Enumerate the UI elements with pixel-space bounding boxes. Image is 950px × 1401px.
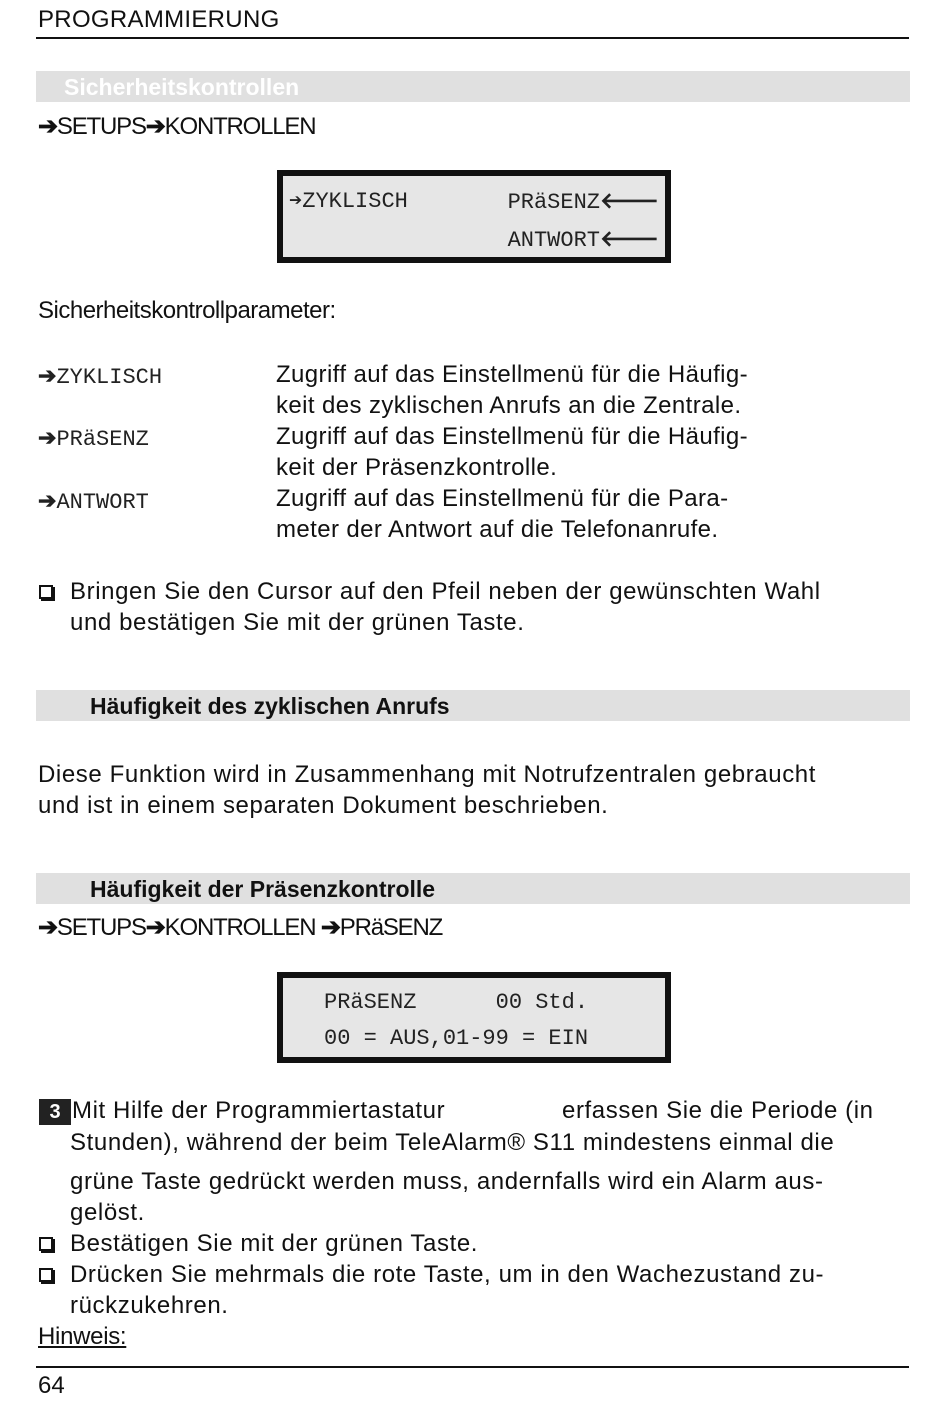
arrow-right-icon: ➔ bbox=[289, 189, 303, 214]
return-instruction bbox=[70, 1259, 824, 1321]
step-line: Stunden), während der beim TeleAlarm® S11 mindestens einmal die bbox=[70, 1129, 835, 1156]
param-desc-antwort bbox=[276, 483, 729, 545]
param-desc-praesenz bbox=[276, 421, 748, 483]
step-line: erfassen Sie die Periode (in bbox=[562, 1097, 874, 1124]
section-title: Häufigkeit des zyklischen Anrufs bbox=[90, 693, 450, 719]
arrow-right-icon: ➔ bbox=[38, 488, 57, 513]
param-key-label: PRäSENZ bbox=[56, 427, 149, 452]
path-item: SETUPS bbox=[56, 914, 146, 941]
path-item: SETUPS bbox=[56, 113, 146, 140]
lcd-option-antwort: ANTWORT bbox=[507, 228, 600, 253]
header-rule bbox=[36, 37, 909, 39]
param-key-praesenz bbox=[38, 425, 149, 452]
menu-path bbox=[38, 913, 442, 942]
section-band-praesenz bbox=[36, 873, 910, 904]
text-line: Diese Funktion wird in Zusammenhang mit Notrufzentralen gebraucht bbox=[38, 761, 817, 788]
desc-line: keit des zyklischen Anrufs an die Zentrale. bbox=[276, 392, 742, 419]
page-number: 64 bbox=[38, 1372, 65, 1399]
section-title: Häufigkeit der Präsenzkontrolle bbox=[90, 876, 436, 902]
arrow-right-icon: ➔ bbox=[145, 113, 165, 140]
step-line: gelöst. bbox=[70, 1199, 145, 1226]
desc-line: Zugriff auf das Einstellmenü für die Häufig- bbox=[276, 423, 749, 450]
lcd-option-zyklisch: ZYKLISCH bbox=[302, 189, 408, 214]
instruction-line: Drücken Sie mehrmals die rote Taste, um in den Wachezustand zu- bbox=[70, 1261, 825, 1288]
lcd-display bbox=[277, 972, 671, 1063]
param-desc-zyklisch bbox=[276, 359, 748, 421]
checkbox-bullet-icon bbox=[39, 1268, 53, 1282]
desc-line: Zugriff auf das Einstellmenü für die Para- bbox=[276, 485, 729, 512]
instruction-line: und bestätigen Sie mit der grünen Taste. bbox=[70, 609, 525, 636]
arrow-right-icon: ➔ bbox=[38, 363, 57, 388]
arrow-left-icon: 🡐 bbox=[600, 228, 659, 253]
section-band-sicherheitskontrollen bbox=[36, 71, 910, 102]
desc-line: keit der Präsenzkontrolle. bbox=[276, 454, 558, 481]
instruction-cursor bbox=[70, 576, 821, 638]
checkbox-bullet-icon bbox=[39, 1237, 53, 1251]
step-line: Mit Hilfe der Programmiertastatur bbox=[72, 1097, 446, 1124]
lcd-row1: PRäSENZ 00 Std. bbox=[324, 990, 589, 1015]
section-band-zyklisch bbox=[36, 690, 910, 721]
lcd-option-praesenz: PRäSENZ bbox=[507, 190, 600, 215]
param-key-label: ZYKLISCH bbox=[56, 365, 163, 390]
text-line: und ist in einem separaten Dokument beschrieben. bbox=[38, 792, 609, 819]
note-label: Hinweis: bbox=[38, 1323, 127, 1350]
desc-line: meter der Antwort auf die Telefonanrufe. bbox=[276, 516, 719, 543]
lcd-display bbox=[277, 170, 671, 263]
lcd-row1-left bbox=[289, 188, 408, 214]
arrow-right-icon: ➔ bbox=[38, 425, 57, 450]
section-title: Sicherheitskontrollen bbox=[64, 74, 300, 100]
params-heading: Sicherheitskontrollparameter: bbox=[38, 297, 336, 324]
arrow-right-icon: ➔ bbox=[38, 113, 57, 140]
path-item: PRäSENZ bbox=[339, 914, 443, 941]
footer-rule bbox=[36, 1366, 909, 1368]
instruction-line: rückzukehren. bbox=[70, 1292, 229, 1319]
param-key-zyklisch bbox=[38, 363, 162, 390]
checkbox-bullet-icon bbox=[39, 585, 53, 599]
arrow-right-icon: ➔ bbox=[320, 914, 340, 941]
param-key-label: ANTWORT bbox=[56, 490, 149, 515]
param-key-antwort bbox=[38, 488, 149, 515]
step-number-badge: 3 bbox=[39, 1099, 71, 1125]
path-item: KONTROLLEN bbox=[164, 113, 316, 140]
section2-text bbox=[38, 759, 816, 821]
step-line: grüne Taste gedrückt werden muss, andernfalls wird ein Alarm aus- bbox=[70, 1168, 824, 1195]
page-header-title: PROGRAMMIERUNG bbox=[38, 6, 280, 33]
lcd-row1-right bbox=[508, 188, 659, 215]
lcd-row2-right bbox=[508, 226, 659, 253]
menu-path bbox=[38, 112, 315, 141]
arrow-right-icon: ➔ bbox=[38, 914, 57, 941]
lcd-row2: 00 = AUS,01-99 = EIN bbox=[324, 1026, 589, 1051]
desc-line: Zugriff auf das Einstellmenü für die Häufig- bbox=[276, 361, 749, 388]
confirm-instruction: Bestätigen Sie mit der grünen Taste. bbox=[70, 1230, 479, 1257]
arrow-right-icon: ➔ bbox=[145, 914, 165, 941]
instruction-line: Bringen Sie den Cursor auf den Pfeil neben der gewünschten Wahl bbox=[70, 578, 821, 605]
path-item: KONTROLLEN bbox=[164, 914, 316, 941]
arrow-left-icon: 🡐 bbox=[600, 190, 659, 215]
